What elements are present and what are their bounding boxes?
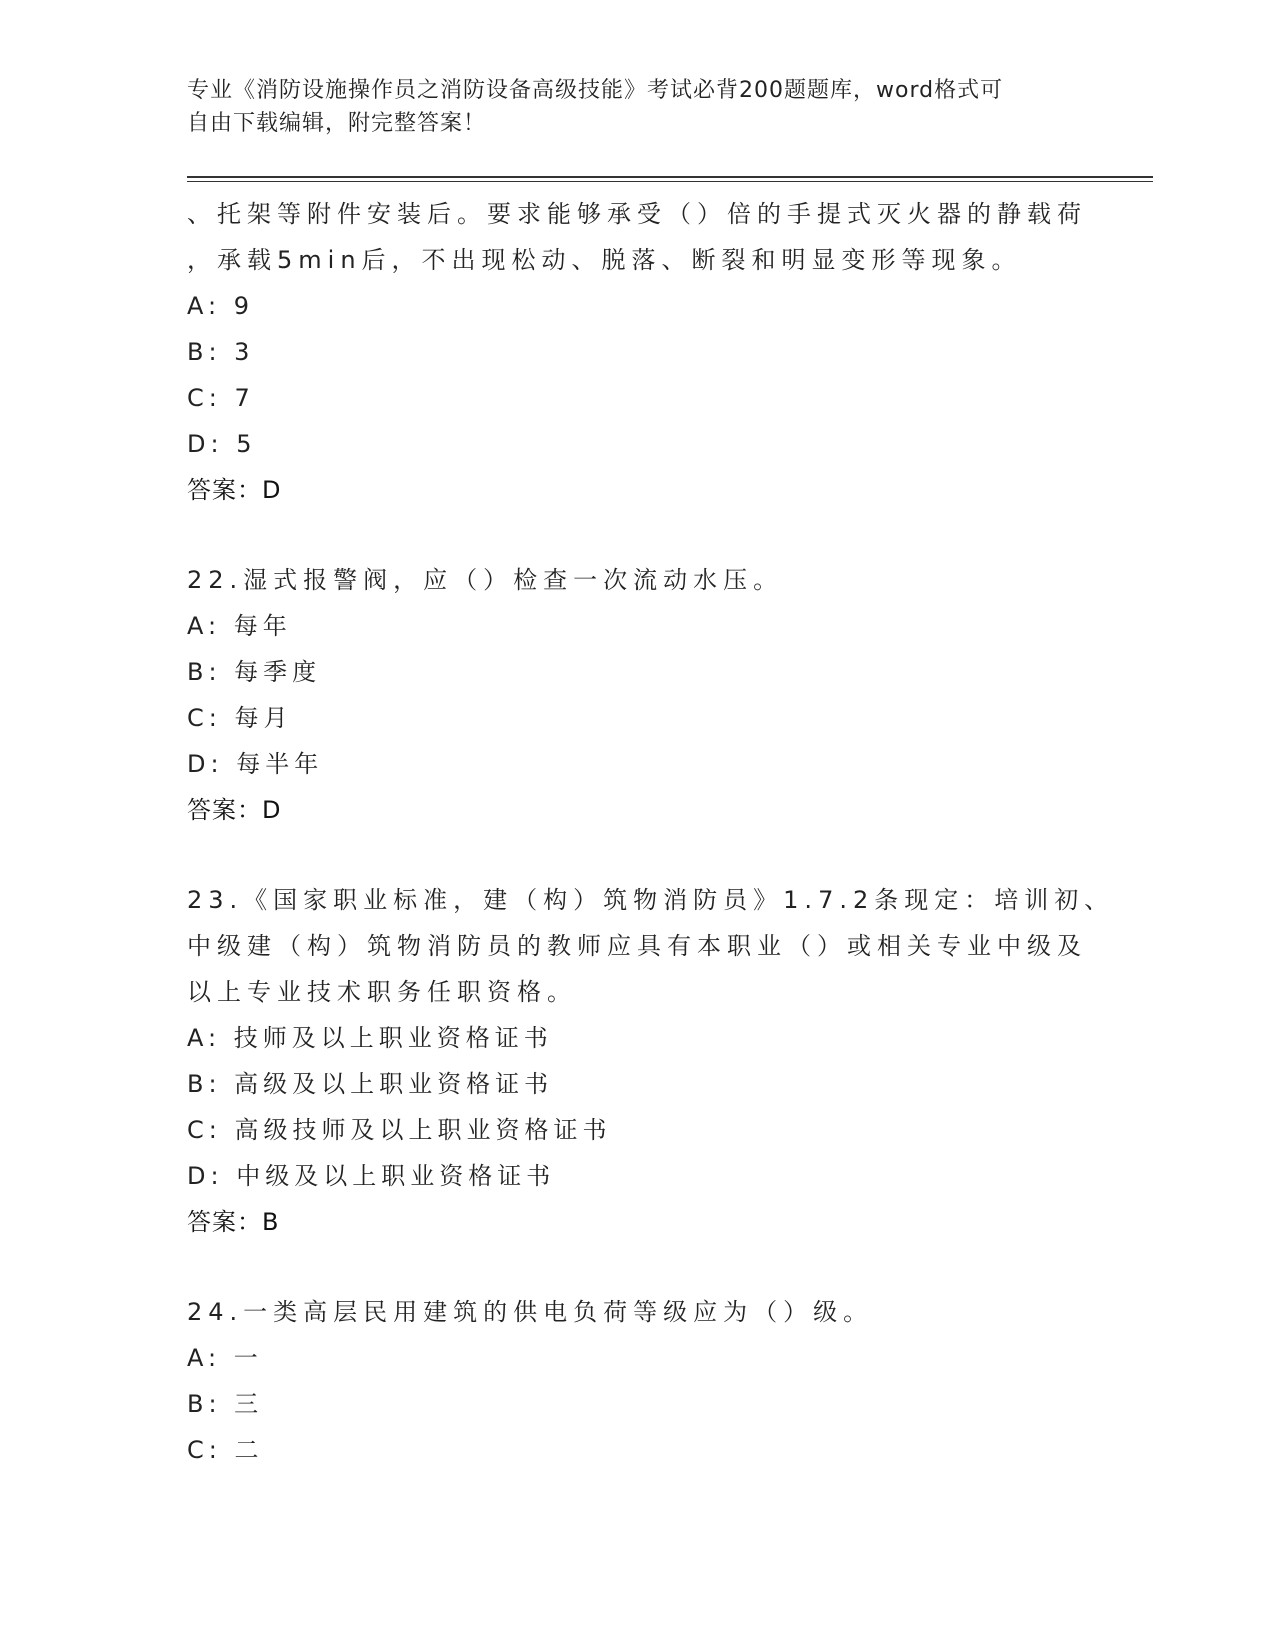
option-c: C: 二	[187, 1436, 264, 1464]
question-text: 、托架等附件安装后。要求能够承受（）倍的手提式灭火器的静载荷	[187, 200, 1087, 228]
option-b: B: 高级及以上职业资格证书	[187, 1070, 554, 1098]
question-text: 中级建（构）筑物消防员的教师应具有本职业（）或相关专业中级及	[187, 932, 1087, 960]
option-a: A: 一	[187, 1344, 263, 1372]
option-c: C: 高级技师及以上职业资格证书	[187, 1116, 612, 1144]
option-c: C: 每月	[187, 704, 293, 732]
question-24	[187, 1289, 1087, 1473]
option-a: A: 每年	[187, 612, 292, 640]
question-text: 以上专业技术职务任职资格。	[187, 978, 577, 1006]
option-c: C: 7	[187, 384, 255, 412]
header-divider-thin	[187, 181, 1153, 182]
option-a: A: 技师及以上职业资格证书	[187, 1024, 553, 1052]
document-header	[187, 74, 1067, 140]
question-21	[187, 191, 1087, 513]
answer: 答案：B	[187, 1208, 280, 1236]
question-text: ，承载5min后，不出现松动、脱落、断裂和明显变形等现象。	[187, 246, 1022, 274]
option-b: B: 三	[187, 1390, 264, 1418]
question-23	[187, 877, 1115, 1245]
question-list	[187, 191, 1115, 1473]
answer: 答案：D	[187, 796, 282, 824]
option-b: B: 每季度	[187, 658, 322, 686]
header-divider-thick	[187, 176, 1153, 178]
answer: 答案：D	[187, 476, 282, 504]
header-line-1: 专业《消防设施操作员之消防设备高级技能》考试必背200题题库，word格式可	[187, 78, 1004, 103]
option-d: D: 每半年	[187, 750, 324, 778]
option-d: D: 5	[187, 430, 257, 458]
question-text: 24.一类高层民用建筑的供电负荷等级应为（）级。	[187, 1298, 874, 1326]
header-line-2: 自由下载编辑，附完整答案！	[187, 111, 487, 136]
question-text: 23.《国家职业标准，建（构）筑物消防员》1.7.2条现定：培训初、	[187, 886, 1115, 914]
option-b: B: 3	[187, 338, 255, 366]
option-a: A: 9	[187, 292, 254, 320]
question-text: 22.湿式报警阀，应（）检查一次流动水压。	[187, 566, 784, 594]
question-22	[187, 557, 1087, 833]
option-d: D: 中级及以上职业资格证书	[187, 1162, 556, 1190]
